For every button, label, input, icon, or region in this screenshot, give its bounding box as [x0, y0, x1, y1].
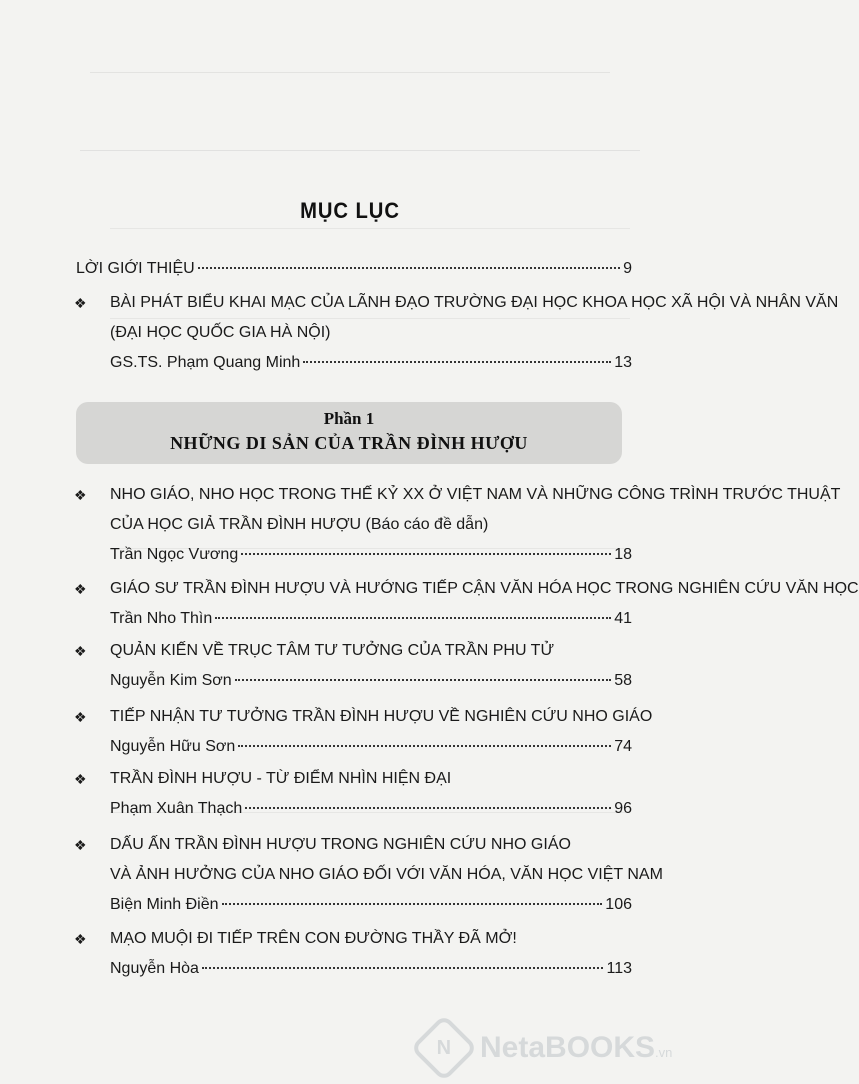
netabooks-logo-icon: N [410, 1014, 478, 1082]
dot-leader [215, 617, 611, 619]
toc-row [76, 794, 632, 824]
page-number: 41 [614, 610, 632, 627]
toc-row [76, 764, 632, 794]
toc-entry-title-line1: TIẾP NHẬN TƯ TƯỞNG TRẦN ĐÌNH HƯỢU VỀ NGHIÊN CỨU NHO GIÁO [110, 708, 653, 725]
toc-row [76, 480, 841, 510]
toc-row [76, 924, 632, 954]
toc-entry [74, 830, 663, 920]
dot-leader [198, 267, 620, 269]
toc-entry-label: LỜI GIỚI THIỆU [76, 260, 195, 277]
toc-row [76, 510, 632, 540]
toc-entry-author: Phạm Xuân Thạch [110, 800, 243, 817]
part-number: Phần 1 [323, 409, 375, 428]
toc-row [76, 288, 839, 318]
toc-entry-author: GS.TS. Phạm Quang Minh [110, 354, 301, 371]
toc-entry-author: Biện Minh Điền [110, 896, 219, 913]
toc-entry-author: Trần Ngọc Vương [110, 546, 239, 563]
toc-entry-author: Nguyễn Hữu Sơn [110, 738, 236, 755]
page-number: 13 [614, 354, 632, 371]
toc-row [76, 860, 663, 890]
toc-entry-title-line1: DẤU ẤN TRẦN ĐÌNH HƯỢU TRONG NGHIÊN CỨU NHO GIÁO [110, 836, 571, 853]
toc-entry-author: Trần Nho Thìn [110, 610, 213, 627]
page-number: 106 [605, 896, 632, 913]
toc-row [76, 666, 632, 696]
page-title: MỤC LỤC [300, 198, 400, 223]
four-diamond-bullet-icon: ❖ [74, 709, 87, 725]
toc-entry-author: Nguyễn Kim Sơn [110, 672, 232, 689]
toc-row [76, 890, 632, 920]
netabooks-watermark [420, 1020, 690, 1076]
toc-entry [76, 636, 632, 696]
toc-entry-title-line1: GIÁO SƯ TRẦN ĐÌNH HƯỢU VÀ HƯỚNG TIẾP CẬN VĂN HÓA HỌC TRONG NGHIÊN CỨU VĂN HỌC [110, 580, 859, 597]
toc-entry [74, 574, 859, 634]
toc-row [76, 540, 632, 570]
dot-leader [241, 553, 611, 555]
page-number: 96 [614, 800, 632, 817]
toc-row [76, 702, 653, 732]
toc-row [76, 574, 859, 604]
page-number: 18 [614, 546, 632, 563]
toc-entry-author: Nguyễn Hòa [110, 960, 199, 977]
toc-entry-opening [74, 288, 839, 378]
toc-row [76, 954, 632, 984]
part-title: NHỮNG DI SẢN CỦA TRẦN ĐÌNH HƯỢU [170, 433, 528, 453]
toc-entry [76, 924, 632, 984]
toc-entry-title-line1: BÀI PHÁT BIỂU KHAI MẠC CỦA LÃNH ĐẠO TRƯỜNG ĐẠI HỌC KHOA HỌC XÃ HỘI VÀ NHÂN VĂN [110, 294, 839, 311]
four-diamond-bullet-icon: ❖ [74, 295, 87, 311]
toc-entry [76, 764, 632, 824]
dot-leader [245, 807, 611, 809]
four-diamond-bullet-icon: ❖ [74, 837, 87, 853]
dot-leader [222, 903, 603, 905]
page-number: 9 [623, 260, 632, 277]
toc-entry [74, 702, 653, 762]
toc-entry-title-line2: (ĐẠI HỌC QUỐC GIA HÀ NỘI) [110, 324, 331, 341]
dot-leader [235, 679, 612, 681]
four-diamond-bullet-icon: ❖ [74, 931, 87, 947]
toc-entry-title-line2: CỦA HỌC GIẢ TRẦN ĐÌNH HƯỢU (Báo cáo đề dẫn) [110, 516, 489, 533]
four-diamond-bullet-icon: ❖ [74, 487, 87, 503]
dot-leader [303, 361, 611, 363]
toc-entry-title-line1: NHO GIÁO, NHO HỌC TRONG THẾ KỶ XX Ở VIỆT NAM VÀ NHỮNG CÔNG TRÌNH TRƯỚC THUẬT [110, 486, 841, 503]
toc-row [76, 604, 632, 634]
page-number: 113 [606, 960, 632, 977]
dot-leader [238, 745, 611, 747]
page-number: 74 [614, 738, 632, 755]
four-diamond-bullet-icon: ❖ [74, 643, 87, 659]
toc-row [76, 732, 632, 762]
four-diamond-bullet-icon: ❖ [74, 581, 87, 597]
toc-row [76, 636, 632, 666]
toc-row [76, 830, 632, 860]
four-diamond-bullet-icon: ❖ [74, 771, 87, 787]
toc-row [76, 348, 632, 378]
toc-entry-title-line1: TRẦN ĐÌNH HƯỢU - TỪ ĐIỂM NHÌN HIỆN ĐẠI [110, 770, 452, 787]
toc-entry-title-line1: QUẢN KIẾN VỀ TRỤC TÂM TƯ TƯỞNG CỦA TRẦN PHU TỬ [110, 642, 555, 659]
watermark-text: NetaBOOKS.vn [480, 1031, 673, 1064]
toc-entry [74, 480, 841, 570]
part-header [76, 402, 622, 464]
toc-row [76, 318, 632, 348]
toc-entry-title-line2: VÀ ẢNH HƯỞNG CỦA NHO GIÁO ĐỐI VỚI VĂN HÓA, VĂN HỌC VIỆT NAM [110, 866, 663, 883]
toc-row [76, 254, 632, 284]
toc-entry-title-line1: MẠO MUỘI ĐI TIẾP TRÊN CON ĐƯỜNG THẦY ĐÃ MỞ! [110, 930, 517, 947]
dot-leader [202, 967, 604, 969]
toc-entry-intro [76, 254, 632, 284]
page-number: 58 [614, 672, 632, 689]
